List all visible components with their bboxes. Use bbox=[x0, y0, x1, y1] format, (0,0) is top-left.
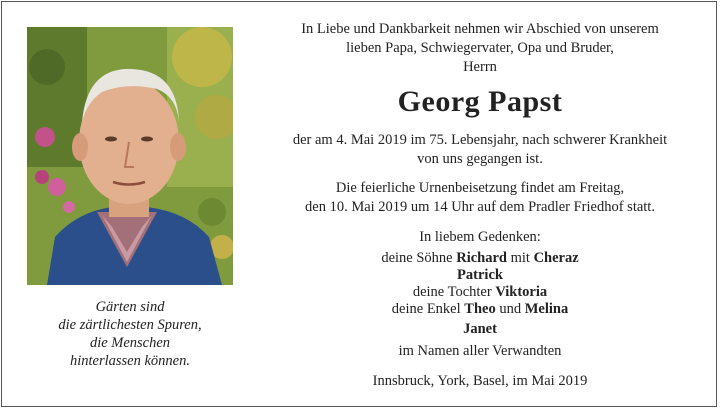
death-line: der am 4. Mai 2019 im 75. Lebensjahr, nach schwerer Krankheit bbox=[292, 132, 668, 148]
intro-line: lieben Papa, Schwiegervater, Opa und Bruder, bbox=[346, 40, 614, 56]
mourner-line-daughter bbox=[252, 284, 708, 301]
mourner-conj: und bbox=[499, 301, 522, 317]
quote-line: die zärtlichesten Spuren, bbox=[58, 317, 202, 333]
quote-line: hinterlassen können. bbox=[69, 353, 190, 369]
intro-line: Herrn bbox=[463, 59, 497, 75]
mourner-prefix: deine Tochter bbox=[412, 284, 492, 300]
relatives-line: im Namen aller Verwandten bbox=[398, 343, 562, 359]
mourner-prefix: deine Söhne bbox=[381, 250, 453, 266]
mourner-name: Janet bbox=[463, 321, 497, 337]
death-line: von uns gegangen ist. bbox=[417, 151, 543, 167]
mourner-name: Theo bbox=[464, 301, 496, 317]
memorial-quote bbox=[27, 298, 233, 370]
mourner-name: Patrick bbox=[457, 267, 503, 283]
mourner-name: Cheraz bbox=[533, 250, 579, 266]
mourner-line-grandchildren bbox=[252, 301, 708, 318]
quote-line: die Menschen bbox=[89, 335, 171, 351]
mourner-name: Viktoria bbox=[495, 284, 548, 300]
quote-line: Gärten sind bbox=[95, 299, 165, 315]
funeral-line: den 10. Mai 2019 um 14 Uhr auf dem Pradler Friedhof statt. bbox=[305, 199, 655, 215]
deceased-name: Georg Papst bbox=[397, 85, 563, 118]
portrait-photo bbox=[27, 27, 233, 285]
mourner-name: Melina bbox=[524, 301, 569, 317]
place-date: Innsbruck, York, Basel, im Mai 2019 bbox=[372, 373, 588, 389]
mourner-line-son2 bbox=[252, 267, 708, 284]
mourner-name: Richard bbox=[456, 250, 507, 266]
mourner-conj: mit bbox=[510, 250, 530, 266]
mourner-prefix: deine Enkel bbox=[391, 301, 461, 317]
intro-line: In Liebe und Dankbarkeit nehmen wir Abschied von unserem bbox=[301, 21, 659, 37]
funeral-line: Die feierliche Urnenbeisetzung findet am Freitag, bbox=[335, 180, 625, 196]
mourner-line-sons bbox=[252, 250, 708, 267]
memory-heading: In liebem Gedenken: bbox=[419, 229, 541, 245]
obituary-card bbox=[1, 1, 717, 407]
mourner-line-grandchild3 bbox=[252, 321, 708, 338]
